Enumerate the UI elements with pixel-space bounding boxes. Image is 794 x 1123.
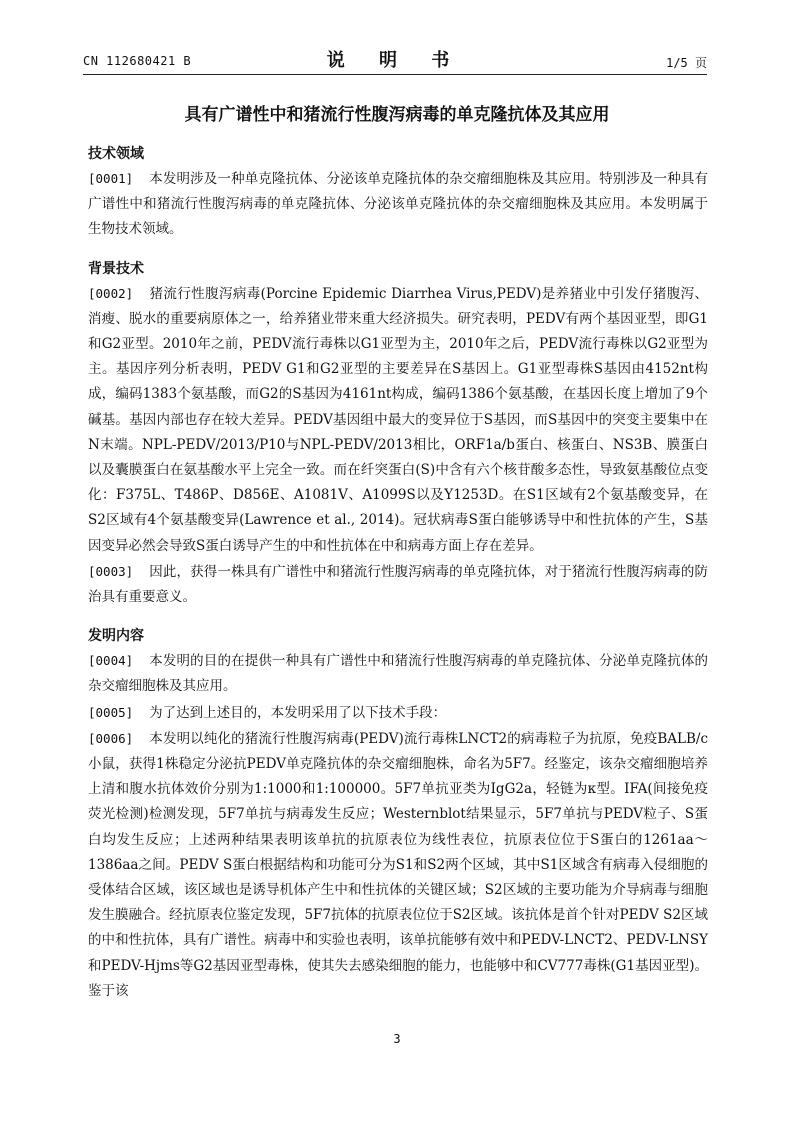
- section-background: [88, 257, 708, 611]
- document-title: 具有广谱性中和猪流行性腹泻病毒的单克隆抗体及其应用: [184, 105, 610, 125]
- paragraph-text: 本发明以纯化的猪流行性腹泻病毒(PEDV)流行毒株LNCT2的病毒粒子为抗原，免疫BALB/c小鼠，获得1株稳定分泌抗PEDV单克隆抗体的杂交瘤细胞株，命名为5F7。经鉴定，该杂交瘤细胞培养上清和腹水抗体效价分别为1:1000和1:100000。5F7单抗亚类为IgG2a，轻链为κ型。IFA(间接免疫荧光检测)检测发现，5F7单抗与病毒发生反应；Westernblot结果显示，5F7单抗与PEDV粒子、S蛋白均发生反应；上述两种结果表明该单抗的抗原表位为线性表位，抗原表位位于S蛋白的1261aa～1386aa之间。PEDV S蛋白根据结构和功能可分为S1和S2两个区域，其中S1区域含有病毒入侵细胞的受体结合区域，该区域也是诱导机体产生中和性抗体的关键区域；S2区域的主要功能为介导病毒与细胞发生膜融合。经抗原表位鉴定发现，5F7抗体的抗原表位位于S2区域。该抗体是首个针对PEDV S2区域的中和性抗体，具有广谱性。病毒中和实验也表明，该单抗能够有效中和PEDV-LNCT2、PEDV-LNSY和PEDV-Hjms等G2基因亚型毒株，使其失去感染细胞的能力，也能够中和CV777毒株(G1基因亚型)。鉴于该: [88, 730, 708, 999]
- document-type: 说 明 书: [326, 50, 464, 71]
- paragraph: [88, 726, 708, 1004]
- paragraph: [88, 559, 708, 610]
- document-body: [88, 142, 708, 1004]
- paragraph-text: 为了达到上述目的，本发明采用了以下技术手段：: [149, 704, 447, 721]
- patent-number: CN 112680421 B: [83, 54, 192, 68]
- section-heading: 发明内容: [88, 628, 144, 645]
- paragraph: [88, 700, 708, 726]
- paragraph: [88, 281, 708, 559]
- paragraph-text: 本发明的目的在提供一种具有广谱性中和猪流行性腹泻病毒的单克隆抗体、分泌单克隆抗体的杂交瘤细胞株及其应用。: [88, 653, 708, 695]
- header-rule: [83, 74, 707, 75]
- paragraph-number: [0006]: [88, 730, 134, 746]
- section-heading: 技术领域: [88, 146, 144, 162]
- page-info: 1/5 页: [666, 56, 707, 70]
- section-heading: 背景技术: [88, 260, 144, 277]
- paragraph-number: [0004]: [88, 653, 134, 669]
- paragraph-text: 猪流行性腹泻病毒(Porcine Epidemic Diarrhea Virus,PEDV)是养猪业中引发仔猪腹泻、消瘦、脱水的重要病原体之一，给养猪业带来重大经济损失。研究表明，PEDV有两个基因亚型，即G1和G2亚型。2010年之前，PEDV流行毒株以G1亚型为主，2010年之后，PEDV流行毒株以G2亚型为主。基因序列分析表明，PEDV G1和G2亚型的主要差异在S基因上。G1亚型毒株S基因由4152nt构成，编码1383个氨基酸，而G2的S基因为4161nt构成，编码1386个氨基酸，在基因长度上增加了9个碱基。基因内部也存在较大差异。PEDV基因组中最大的变异位于S基因，而S基因中的突变主要集中在N末端。NPL-PEDV/2013/P10与NPL-PEDV/2013相比，ORF1a/b蛋白、核蛋白、NS3B、膜蛋白以及囊膜蛋白在氨基酸水平上完全一致。而在纤突蛋白(S)中含有六个核苷酸多态性，导致氨基酸位点变化：F375L、T486P、D856E、A1081V、A1099S以及Y1253D。在S1区域有2个氨基酸变异，在S2区域有4个氨基酸变异(Lawrence et al., 2014)。冠状病毒S蛋白能够诱导中和性抗体的产生，S基因变异必然会导致S蛋白诱导产生的中和性抗体在中和病毒方面上存在差异。: [88, 285, 708, 554]
- page-number: 3: [393, 1032, 401, 1046]
- section-summary: [88, 624, 708, 1004]
- paragraph-number: [0003]: [88, 563, 134, 579]
- section-technical-field: [88, 142, 708, 243]
- paragraph: [88, 648, 708, 699]
- paragraph-number: [0001]: [88, 171, 134, 186]
- page-header: [83, 44, 707, 74]
- paragraph-text: 因此，获得一株具有广谱性中和猪流行性腹泻病毒的单克隆抗体，对于猪流行性腹泻病毒的防治具有重要意义。: [88, 563, 708, 606]
- paragraph: [88, 166, 708, 243]
- paragraph-number: [0002]: [88, 285, 134, 301]
- paragraph-number: [0005]: [88, 704, 134, 720]
- paragraph-text: 本发明涉及一种单克隆抗体、分泌该单克隆抗体的杂交瘤细胞株及其应用。特别涉及一种具有广谱性中和猪流行性腹泻病毒的单克隆抗体、分泌该单克隆抗体的杂交瘤细胞株及其应用。本发明属于生物技术领域。: [88, 171, 708, 238]
